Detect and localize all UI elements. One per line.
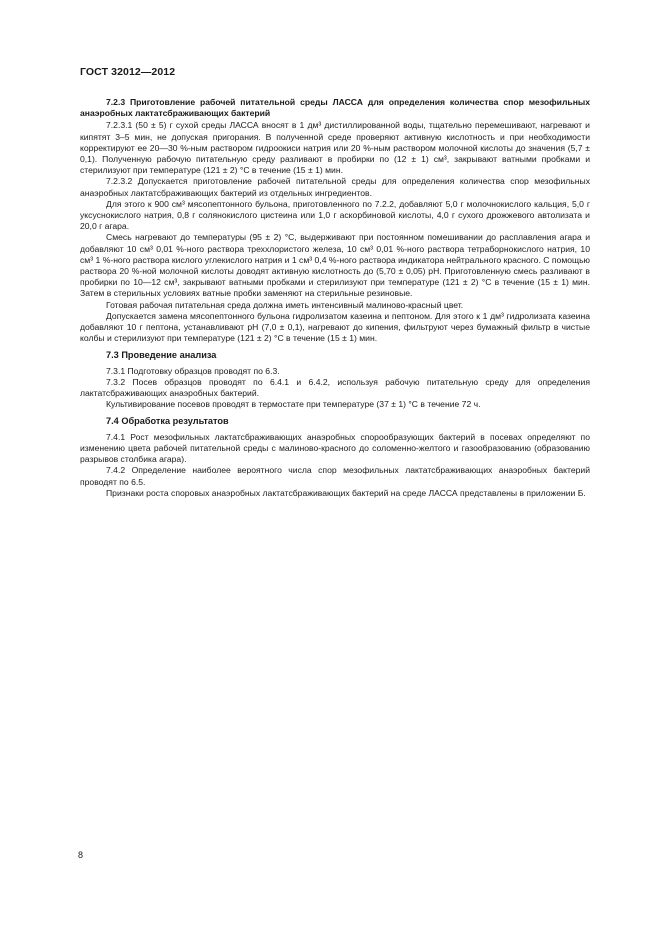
- paragraph-cultivation: Культивирование посевов проводят в термостате при температуре (37 ± 1) °С в течение 72 ч.: [106, 399, 481, 410]
- paragraph-appendix-ref: Признаки роста споровых анаэробных лактатсбраживающих бактерий на среде ЛАССА представлены в приложении Б.: [106, 487, 586, 498]
- document-body: [80, 96, 590, 499]
- heading-7-4: 7.4 Обработка результатов: [106, 416, 229, 427]
- paragraph-color: Готовая рабочая питательная среда должна иметь интенсивный малиново-красный цвет.: [106, 299, 464, 310]
- heading-7-2-3: 7.2.3 Приготовление рабочей питательной среды ЛАССА для определения количества спор мезофильных анаэробных лактатсбраживающих бактерий: [80, 97, 590, 119]
- paragraph-ingredients: Для этого к 900 см³ мясопептонного бульона, приготовленного по 7.2.2, добавляют 5,0 г молочнокислого кальция, 5,0 г уксуснокислого натрия, 0,8 г солянокислого цистеина или 1,0 г аскорбиновой кислоты, 4,0 г сухого дрожжевого автолизата и 20,0 г агара.: [80, 198, 590, 232]
- paragraph-replacement: Допускается замена мясопептонного бульона гидролизатом казеина и пептоном. Для этого к 1 дм³ гидролизата казеина добавляют 10 г пептона, устанавливают pH (7,0 ± 0,1), нагревают до кипения, фильтруют через бумажный фильтр в чистые колбы и стерилизуют при температуре (121 ± 2) °С в течение (15 ± 1) мин.: [80, 310, 590, 344]
- heading-7-3: 7.3 Проведение анализа: [106, 350, 217, 361]
- paragraph-7-4-1: 7.4.1 Рост мезофильных лактатсбраживающих анаэробных спорообразующих бактерий в посевах определяют по изменению цвета рабочей питательной среды с малиново-красного до соломенно-желтого и газообразованию (образованию разрывов столбика агара).: [80, 431, 590, 465]
- paragraph-7-2-3-2: 7.2.3.2 Допускается приготовление рабочей питательной среды для определения количества спор мезофильных анаэробных лактатсбраживающих бактерий из отдельных ингредиентов.: [80, 176, 590, 198]
- paragraph-7-2-3-1: 7.2.3.1 (50 ± 5) г сухой среды ЛАССА вносят в 1 дм³ дистиллированной воды, тщательно перемешивают, нагревают и кипятят 3–5 мин, не допуская пригорания. В полученной среде проверяют активную кислотность и при необходимости корректируют ее 20—30 %-ным раствором гидроокиси натрия или 20 %-ным раствором молочной кислоты до значения (5,7 ± 0,1). Полученную рабочую питательную среду разливают в пробирки по (12 ± 1) см³, закрывают ватными пробками и стерилизуют при температуре (121 ± 2) °С в течение (15 ± 1) мин.: [80, 120, 590, 176]
- paragraph-7-3-1: 7.3.1 Подготовку образцов проводят по 6.3.: [106, 365, 280, 376]
- paragraph-7-4-2: 7.4.2 Определение наиболее вероятного числа спор мезофильных лактатсбраживающих анаэробных бактерий проводят по 6.5.: [80, 465, 590, 487]
- page-number: 8: [78, 850, 84, 860]
- paragraph-heating: Смесь нагревают до температуры (95 ± 2) °С, выдерживают при постоянном помешивании до расплавления агара и добавляют 10 см³ 0,01 %-ного раствора треххлористого железа, 10 см³ 0,01 %-ного раствора тетраборнокислого натрия, 10 см³ 1 %-ного раствора кислого углекислого натрия и 1 см³ 0,4 %-ного раствора индикатора нейтрального красного. С помощью раствора 20 %-ной молочной кислоты доводят активную кислотность до (5,70 ± 0,05) pH. Приготовленную смесь разливают в пробирки по 10—12 см³, закрывают ватными пробками и стерилизуют при температуре (121 ± 2) °С в течение (15 ± 1) мин. Затем в стерильных условиях ватные пробки заменяют на стерильные резиновые.: [80, 232, 590, 299]
- paragraph-7-3-2: 7.3.2 Посев образцов проводят по 6.4.1 и 6.4.2, используя рабочую питательную среду для определения лактатсбраживающих анаэробных бактерий.: [80, 376, 590, 399]
- document-header: ГОСТ 32012—2012: [80, 66, 176, 78]
